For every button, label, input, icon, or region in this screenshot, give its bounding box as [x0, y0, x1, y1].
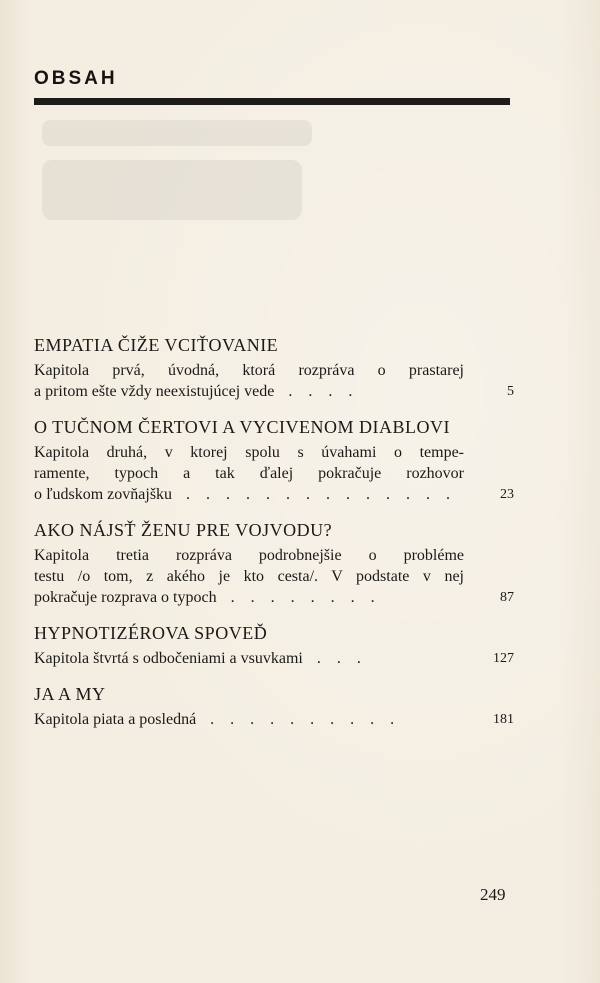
leader-dots: . . . . . . . . . . [210, 711, 401, 728]
toc-entry [34, 515, 514, 608]
show-through-print [42, 120, 342, 240]
leader-dots: . . . . [288, 383, 359, 400]
chapter-description [34, 709, 514, 730]
chapter-description [34, 360, 514, 402]
description-line-last [34, 648, 464, 669]
toc-entry [34, 330, 514, 402]
description-text: Kapitola štvrtá s odbočeniami a vsuvkami [34, 650, 303, 667]
contents-heading: OBSAH [34, 68, 118, 89]
description-text: Kapitola piata a posledná [34, 711, 197, 728]
chapter-description [34, 442, 514, 505]
description-text: a pritom ešte vždy neexistujúcej vede [34, 383, 275, 400]
description-line-last [34, 587, 464, 608]
description-line: testu /o tom, z akého je kto cesta/. V podstate v nej [34, 568, 464, 585]
description-line: ramente, typoch a tak ďalej pokračuje rozhovor [34, 465, 464, 482]
chapter-title: HYPNOTIZÉROVA SPOVEĎ [34, 623, 268, 643]
chapter-title: O TUČNOM ČERTOVI A VYCIVENOM DIABLOVI [34, 417, 450, 437]
description-line: Kapitola druhá, v ktorej spolu s úvahami o tempe- [34, 444, 464, 461]
toc-entry [34, 618, 514, 669]
chapter-title: EMPATIA ČIŽE VCIŤOVANIE [34, 335, 279, 355]
leader-dots: . . . . . . . . . . . . . . [186, 486, 457, 503]
heading-rule [34, 98, 510, 105]
folio-page-number: 249 [480, 885, 506, 904]
page-number: 127 [493, 651, 514, 666]
page-number: 181 [493, 712, 514, 727]
page-number: 5 [507, 384, 514, 399]
leader-dots: . . . [316, 650, 367, 667]
toc-entry [34, 412, 514, 505]
description-line: Kapitola prvá, úvodná, ktorá rozpráva o prastarej [34, 362, 464, 379]
chapter-title: JA A MY [34, 684, 106, 704]
page-number: 23 [500, 487, 514, 502]
chapter-description [34, 545, 514, 608]
page-number: 87 [500, 590, 514, 605]
table-of-contents [34, 330, 514, 740]
description-line-last [34, 709, 464, 730]
description-line: Kapitola tretia rozpráva podrobnejšie o probléme [34, 547, 464, 564]
leader-dots: . . . . . . . . [230, 589, 381, 606]
chapter-title: AKO NÁJSŤ ŽENU PRE VOJVODU? [34, 520, 333, 540]
description-text: o ľudskom zovňajšku [34, 486, 173, 503]
toc-entry [34, 679, 514, 730]
description-text: pokračuje rozprava o typoch [34, 589, 217, 606]
description-line-last [34, 381, 464, 402]
chapter-description [34, 648, 514, 669]
description-line-last [34, 484, 464, 505]
